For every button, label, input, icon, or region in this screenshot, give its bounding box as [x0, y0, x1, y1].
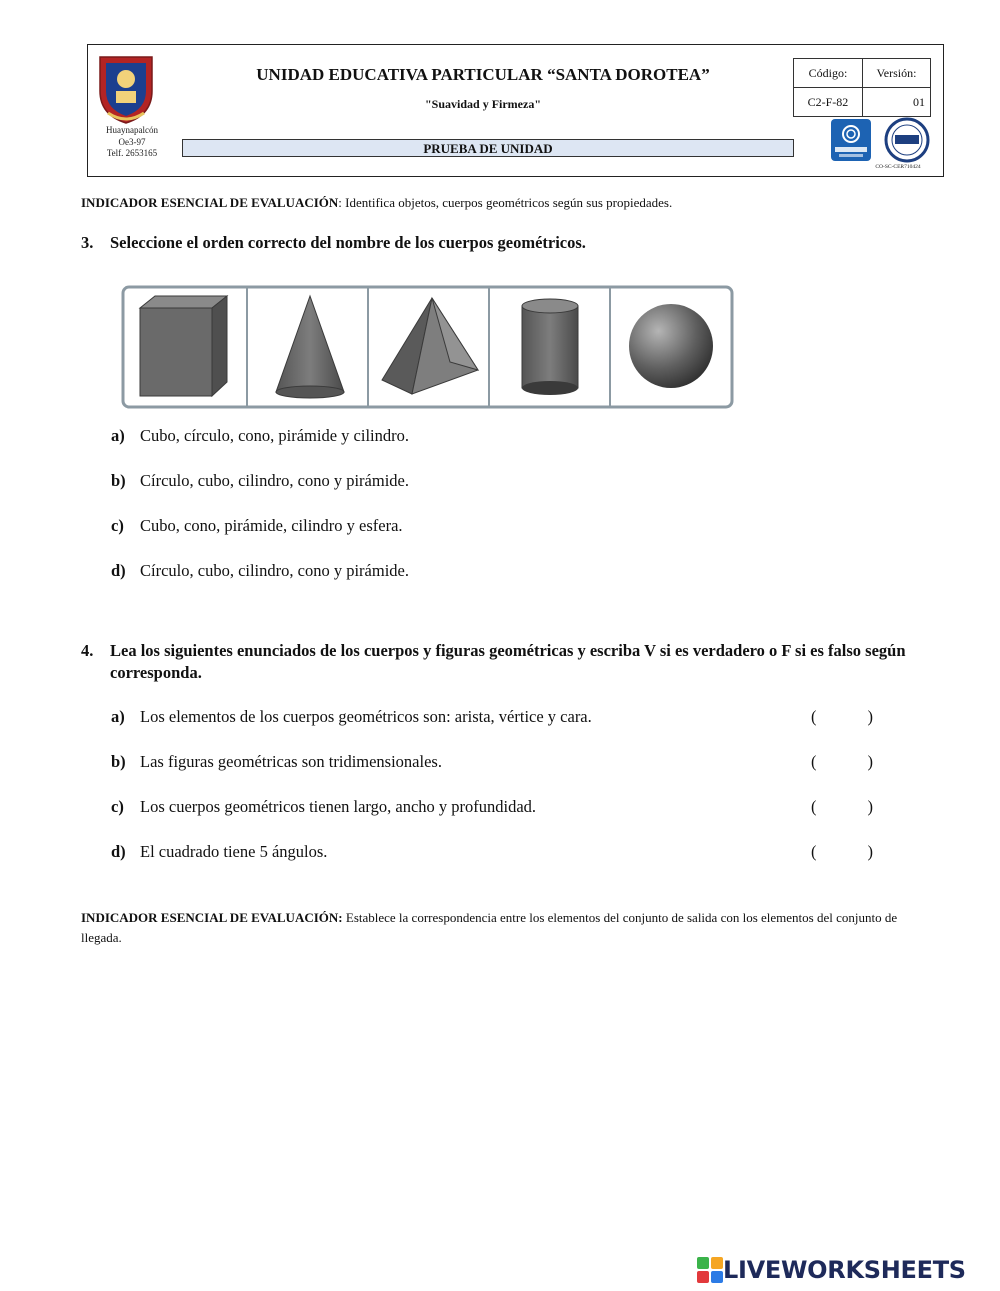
option-letter: c)	[111, 516, 124, 535]
statement-text: El cuadrado tiene 5 ángulos.	[140, 842, 328, 861]
geometric-shapes-image	[120, 284, 735, 416]
statement-a	[111, 707, 911, 727]
option-letter: b)	[111, 471, 126, 490]
version-label: Versión:	[862, 59, 930, 88]
address-line: Oe3-97	[118, 136, 146, 147]
answer-blank-d[interactable]	[811, 842, 873, 862]
statement-letter: d)	[111, 842, 126, 861]
indicator-text: : Identifica objetos, cuerpos geométricos según sus propiedades.	[338, 195, 673, 210]
option-a[interactable]	[111, 426, 409, 446]
option-letter: d)	[111, 561, 126, 580]
answer-blank-c[interactable]	[811, 797, 873, 817]
document-header	[87, 44, 944, 177]
option-text: Cubo, círculo, cono, pirámide y cilindro.	[140, 426, 409, 445]
paren-close: )	[867, 842, 873, 861]
indicator-label: INDICADOR ESENCIAL DE EVALUACIÓN:	[81, 910, 343, 925]
paren-open: (	[811, 842, 817, 861]
certification-logos	[831, 117, 931, 163]
liveworksheets-wordmark: LIVEWORKSHEETS	[723, 1256, 966, 1284]
answer-blank-b[interactable]	[811, 752, 873, 772]
question-3	[81, 232, 941, 254]
address-line: Huaynapalcón	[106, 125, 158, 135]
question-text: Seleccione el orden correcto del nombre de los cuerpos geométricos.	[110, 233, 586, 252]
indicator-1	[81, 193, 941, 213]
document-title: PRUEBA DE UNIDAD	[182, 139, 794, 157]
paren-close: )	[867, 797, 873, 816]
statement-text: Los elementos de los cuerpos geométricos son: arista, vértice y cara.	[140, 707, 592, 726]
option-text: Círculo, cubo, cilindro, cono y pirámide.	[140, 471, 409, 490]
statement-b	[111, 752, 911, 772]
school-address	[88, 125, 176, 160]
answer-blank-a[interactable]	[811, 707, 873, 727]
option-text: Cubo, cono, pirámide, cilindro y esfera.	[140, 516, 403, 535]
school-crest-logo	[96, 53, 156, 125]
cube-icon	[140, 296, 227, 396]
question-text: Lea los siguientes enunciados de los cuerpos y figuras geométricas y escriba V si es verdadero o F si es falso según corresponda.	[110, 641, 906, 682]
school-name: UNIDAD EDUCATIVA PARTICULAR “SANTA DOROTEA”	[256, 65, 710, 84]
statement-letter: a)	[111, 707, 125, 726]
indicator-text: Establece la correspondencia entre los elementos del conjunto de salida con los elementos del conjunto de llegada.	[81, 910, 898, 945]
paren-open: (	[811, 752, 817, 771]
indicator-label: INDICADOR ESENCIAL DE EVALUACIÓN	[81, 195, 339, 210]
statement-letter: c)	[111, 797, 124, 816]
option-text: Círculo, cubo, cilindro, cono y pirámide.	[140, 561, 409, 580]
statement-text: Las figuras geométricas son tridimensionales.	[140, 752, 442, 771]
cylinder-icon	[522, 299, 578, 395]
school-motto: "Suavidad y Firmeza"	[425, 97, 541, 111]
statement-text: Los cuerpos geométricos tienen largo, ancho y profundidad.	[140, 797, 537, 816]
code-value: C2-F-82	[794, 88, 863, 117]
question-number: 4.	[81, 641, 94, 660]
question-number: 3.	[81, 233, 94, 252]
statement-d	[111, 842, 911, 862]
paren-open: (	[811, 707, 817, 726]
question-3-options	[111, 426, 911, 586]
code-version-table	[793, 58, 931, 117]
indicator-2	[81, 908, 931, 948]
question-4	[81, 640, 941, 684]
paren-close: )	[867, 752, 873, 771]
option-c[interactable]	[111, 516, 403, 536]
paren-open: (	[811, 797, 817, 816]
certification-code: CO-SC-CER710424	[875, 164, 921, 170]
address-phone: Telf. 2653165	[106, 148, 158, 158]
code-label: Código:	[794, 59, 863, 88]
option-d[interactable]	[111, 561, 409, 581]
sphere-icon	[629, 304, 713, 388]
version-value: 01	[862, 88, 930, 117]
liveworksheets-icon	[697, 1257, 723, 1283]
liveworksheets-logo	[697, 1256, 966, 1284]
statement-letter: b)	[111, 752, 126, 771]
option-letter: a)	[111, 426, 125, 445]
statement-c	[111, 797, 911, 817]
option-b[interactable]	[111, 471, 409, 491]
paren-close: )	[867, 707, 873, 726]
question-4-statements	[111, 707, 911, 867]
